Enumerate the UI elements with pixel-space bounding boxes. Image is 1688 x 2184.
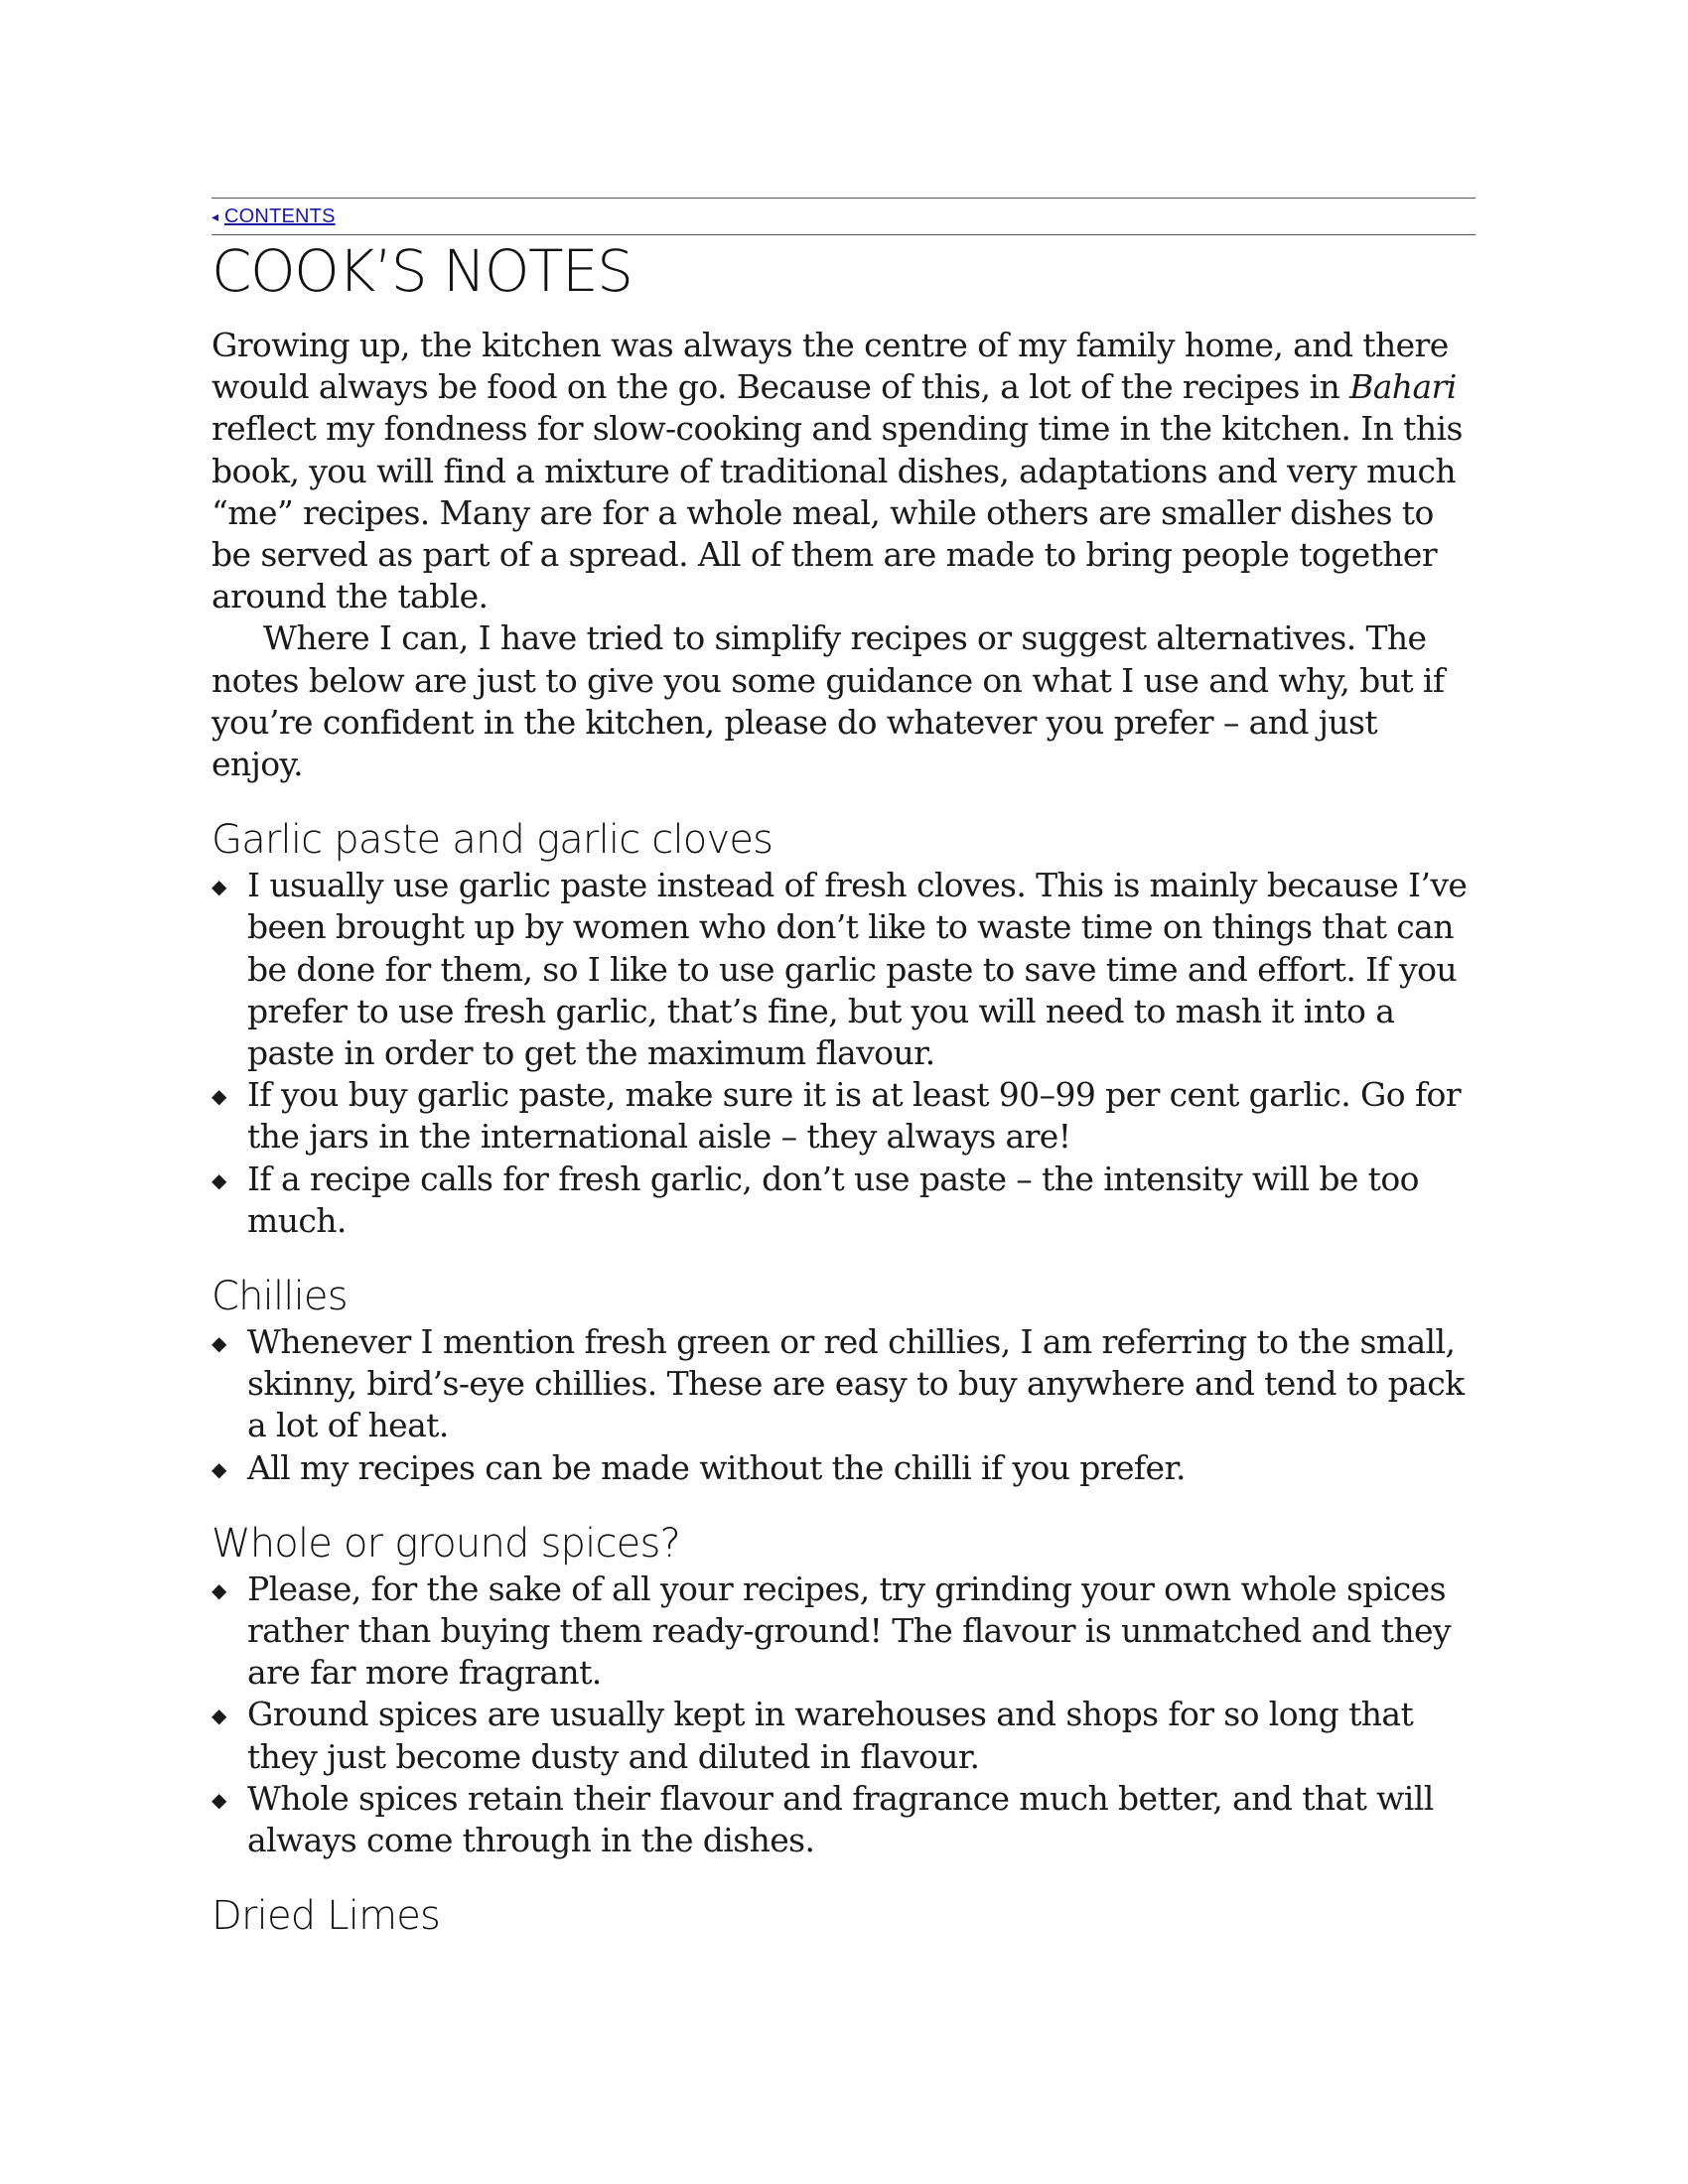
bullet-list: [211, 865, 1476, 1242]
book-title: Bahari: [1349, 367, 1457, 407]
list-item-text: All my recipes can be made without the chilli if you prefer.: [247, 1447, 1186, 1487]
contents-link[interactable]: CONTENTS: [224, 205, 336, 227]
list-item: [211, 1447, 1476, 1489]
list-item: [211, 1159, 1476, 1242]
intro-paragraph-2: Where I can, I have tried to simplify recipes or suggest alternatives. The notes below are just to give you some guidance on what I use and why, but if you’re confident in the kitchen, please do whatever you prefer – and just enjoy.: [211, 618, 1445, 784]
list-item: [211, 1778, 1476, 1861]
section: [211, 1519, 1476, 1861]
back-arrow-icon[interactable]: ◂: [211, 207, 219, 224]
intro: [211, 325, 1476, 785]
list-item-text: I usually use garlic paste instead of fresh cloves. This is mainly because I’ve been brought up by women who don’t like to waste time on things that can be done for them, so I like to use garlic paste to save time and effort. If you prefer to use fresh garlic, that’s fine, but you will need to mash it into a paste in order to get the maximum flavour.: [247, 866, 1468, 1073]
section-heading: Garlic paste and garlic cloves: [211, 817, 774, 864]
diamond-bullet-icon: ◆: [211, 1577, 226, 1602]
section-heading: Dried Limes: [211, 1893, 441, 1940]
list-item-text: If you buy garlic paste, make sure it is at least 90–99 per cent garlic. Go for the jars in the international aisle – they always are!: [247, 1075, 1462, 1157]
page-title: COOK’S NOTES: [211, 237, 633, 305]
section: [211, 1891, 1476, 1941]
intro-text: reflect my fondness for slow-cooking and spending time in the kitchen. In this book, you will find a mixture of traditional dishes, adaptations and very much “me” recipes. Many are for a whole meal, while others are smaller dishes to be served as part of a spread. All of them are made to bring people together around the table.: [211, 409, 1463, 616]
section-heading: Chillies: [211, 1274, 348, 1320]
list-item: [211, 1569, 1476, 1695]
list-item: [211, 1074, 1476, 1158]
list-item: [211, 1694, 1476, 1777]
list-item-text: Please, for the sake of all your recipes, try grinding your own whole spices rather than buying them ready-ground! The flavour is unmatched and they are far more fragrant.: [247, 1569, 1451, 1693]
intro-paragraph-1: [211, 325, 1476, 617]
diamond-bullet-icon: ◆: [211, 1456, 226, 1481]
list-item: [211, 865, 1476, 1074]
contents-nav: [211, 199, 1476, 234]
diamond-bullet-icon: ◆: [211, 875, 226, 899]
diamond-bullet-icon: ◆: [211, 1787, 226, 1812]
notes-sections: [211, 815, 1476, 1941]
diamond-bullet-icon: ◆: [211, 1331, 226, 1356]
list-item-text: Whenever I mention fresh green or red chillies, I am referring to the small, skinny, bird’s-eye chillies. These are easy to buy anywhere and tend to pack a lot of heat.: [247, 1322, 1465, 1445]
diamond-bullet-icon: ◆: [211, 1084, 226, 1109]
list-item-text: Ground spices are usually kept in warehouses and shops for so long that they just become dusty and diluted in flavour.: [247, 1695, 1414, 1776]
bullet-list: [211, 1569, 1476, 1861]
section: [211, 1272, 1476, 1489]
list-item-text: If a recipe calls for fresh garlic, don’t use paste – the intensity will be too much.: [247, 1159, 1419, 1240]
section-heading: Whole or ground spices?: [211, 1520, 680, 1567]
page-content: [211, 198, 1476, 1941]
diamond-bullet-icon: ◆: [211, 1167, 226, 1192]
diamond-bullet-icon: ◆: [211, 1704, 226, 1728]
bullet-list: [211, 1321, 1476, 1489]
list-item: [211, 1321, 1476, 1447]
section: [211, 815, 1476, 1242]
list-item-text: Whole spices retain their flavour and fragrance much better, and that will always come through in the dishes.: [247, 1778, 1434, 1860]
intro-text: Growing up, the kitchen was always the centre of my family home, and there would always be food on the go. Because of this, a lot of the recipes in: [211, 326, 1449, 407]
